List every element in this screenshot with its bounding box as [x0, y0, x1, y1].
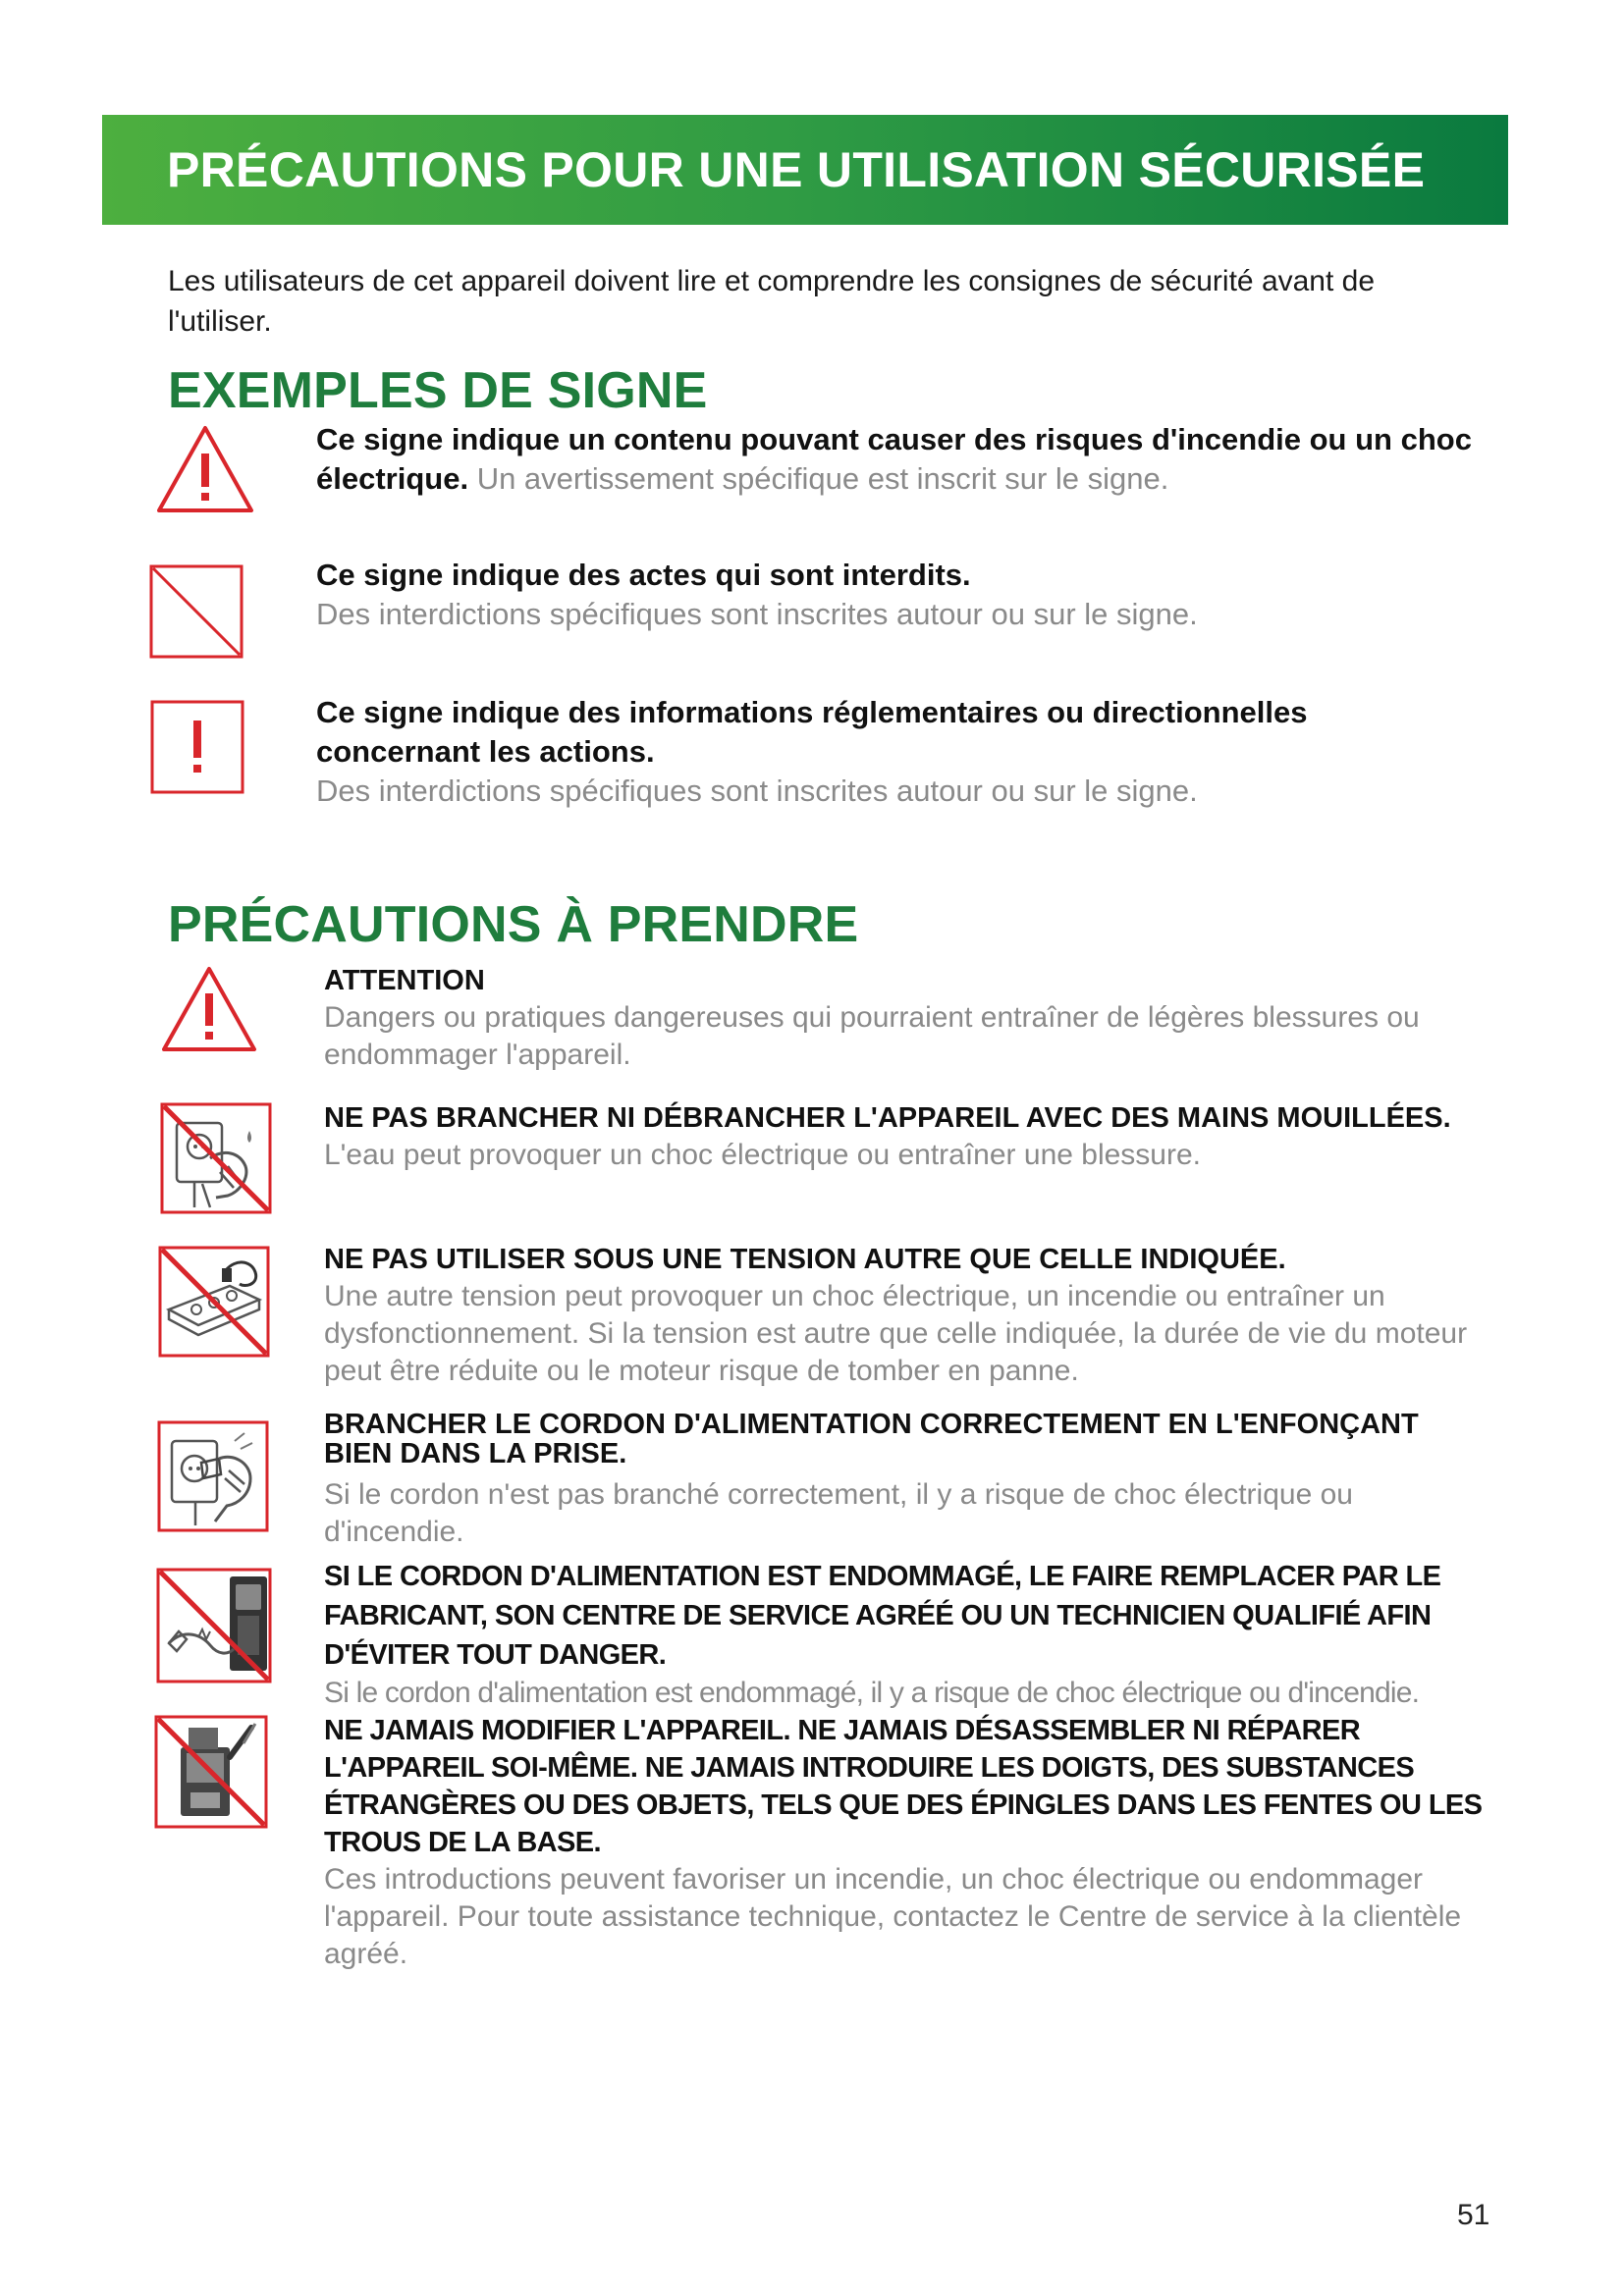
sign-example-1	[316, 420, 1475, 499]
precaution-3	[324, 1241, 1483, 1390]
sign-example-bold: Ce signe indique un contenu pouvant causer des risques d'incendie ou un choc électrique.	[316, 422, 1472, 496]
precaution-heading: ATTENTION	[324, 965, 485, 996]
precaution-desc: Si le cordon n'est pas branché correctement, il y a risque de choc électrique ou d'incendie.	[324, 1478, 1353, 1548]
no-wet-hands-plug-icon	[159, 1101, 273, 1215]
precautions-heading: PRÉCAUTIONS À PRENDRE	[168, 896, 859, 953]
precaution-heading: BRANCHER LE CORDON D'ALIMENTATION CORRECTEMENT EN L'ENFONÇANT BIEN DANS LA PRISE.	[324, 1409, 1419, 1469]
precaution-heading: SI LE CORDON D'ALIMENTATION EST ENDOMMAGÉ, LE FAIRE REMPLACER PAR LE FABRICANT, SON CENTRE DE SERVICE AGRÉÉ OU UN TECHNICIEN QUALIFIÉ AFIN D'ÉVITER TOUT DANGER.	[324, 1561, 1441, 1671]
precaution-desc: Ces introductions peuvent favoriser un incendie, un choc électrique ou endommager l'appareil. Pour toute assistance technique, contactez le Centre de service à la clientèle agréé.	[324, 1863, 1462, 1970]
precaution-desc: Dangers ou pratiques dangereuses qui pourraient entraîner de légères blessures ou endommager l'appareil.	[324, 1001, 1420, 1071]
precaution-5	[324, 1557, 1483, 1712]
exclamation-square-icon	[149, 699, 245, 795]
precaution-desc: Si le cordon d'alimentation est endommagé, il y a risque de choc électrique ou d'incendie.	[324, 1677, 1420, 1709]
precaution-2	[324, 1099, 1483, 1174]
sign-example-bold: Ce signe indique des actes qui sont interdits.	[316, 558, 971, 592]
sign-example-desc: Des interdictions spécifiques sont inscrites autour ou sur le signe.	[316, 774, 1198, 808]
warning-triangle-icon	[159, 964, 259, 1054]
precaution-1	[324, 962, 1483, 1074]
sign-example-3	[316, 693, 1475, 811]
sign-example-desc: Un avertissement spécifique est inscrit sur le signe.	[476, 461, 1169, 496]
intro-text: Les utilisateurs de cet appareil doivent lire et comprendre les consignes de sécurité avant de l'utiliser.	[168, 265, 1376, 338]
page-number: 51	[1457, 2199, 1490, 2231]
prohibited-square-icon	[148, 563, 244, 660]
precaution-4	[324, 1410, 1483, 1551]
page-title: PRÉCAUTIONS POUR UNE UTILISATION SÉCURISÉE	[167, 142, 1426, 197]
precaution-heading: NE PAS UTILISER SOUS UNE TENSION AUTRE QUE CELLE INDIQUÉE.	[324, 1244, 1286, 1275]
warning-triangle-icon	[153, 422, 257, 516]
precaution-6	[324, 1712, 1483, 1973]
sign-examples-heading: EXEMPLES DE SIGNE	[168, 362, 708, 419]
no-damaged-cord-icon	[155, 1567, 273, 1684]
precaution-desc: L'eau peut provoquer un choc électrique ou entraîner une blessure.	[324, 1139, 1201, 1171]
sign-example-bold: Ce signe indique des informations réglementaires ou directionnelles concernant les actions.	[316, 695, 1308, 769]
precaution-desc: Une autre tension peut provoquer un choc électrique, un incendie ou entraîner un dysfonctionnement. Si la tension est autre que celle indiquée, la durée de vie du moteur peut être réduite ou le moteur risque de tomber en panne.	[324, 1280, 1468, 1387]
precaution-heading: NE PAS BRANCHER NI DÉBRANCHER L'APPAREIL AVEC DES MAINS MOUILLÉES.	[324, 1102, 1451, 1134]
plug-in-firmly-icon	[156, 1419, 270, 1533]
sign-example-2	[316, 556, 1475, 634]
no-disassembly-icon	[153, 1714, 269, 1830]
no-power-strip-icon	[157, 1245, 271, 1359]
title-banner	[102, 115, 1508, 225]
sign-example-desc: Des interdictions spécifiques sont inscrites autour ou sur le signe.	[316, 597, 1198, 631]
precaution-heading: NE JAMAIS MODIFIER L'APPAREIL. NE JAMAIS DÉSASSEMBLER NI RÉPARER L'APPAREIL SOI-MÊME. NE JAMAIS INTRODUIRE LES DOIGTS, DES SUBSTANCES ÉTRANGÈRES OU DES OBJETS, TELS QUE DES ÉPINGLES DANS LES FENTES OU LES TROUS DE LA BASE.	[324, 1715, 1483, 1858]
